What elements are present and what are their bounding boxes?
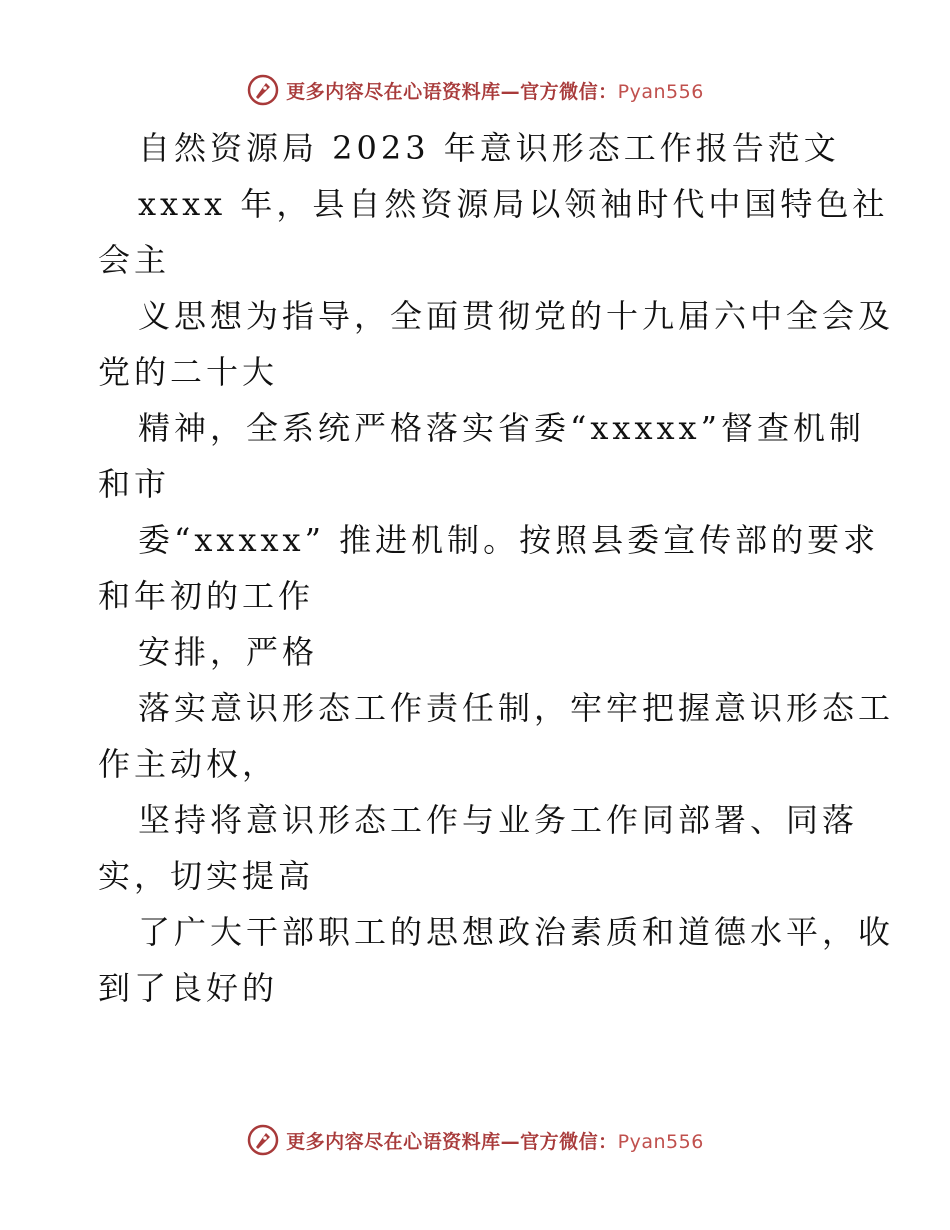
paragraph-line: 会主	[98, 241, 171, 279]
banner-text: 更多内容尽在心语资料库—官方微信：Pyan556	[286, 1130, 704, 1153]
paragraph-line: 党的二十大	[98, 353, 279, 391]
footer-banner	[0, 1120, 950, 1160]
wechat-id: Pyan556	[617, 80, 704, 103]
pen-nib-logo-icon	[246, 73, 280, 107]
paragraph-line: 委“xxxxx” 推进机制。按照县委宣传部的要求	[138, 521, 880, 559]
paragraph-line: xxxx 年，县自然资源局以领袖时代中国特色社	[138, 185, 889, 223]
paragraph-line: 和年初的工作	[98, 577, 315, 615]
paragraph-line: 作主动权，	[98, 745, 279, 783]
paragraph-line: 安排，严格	[138, 633, 319, 671]
document-title: 自然资源局 2023 年意识形态工作报告范文	[138, 129, 840, 167]
paragraph-line: 实，切实提高	[98, 857, 315, 895]
header-banner	[0, 70, 950, 110]
paragraph-line: 和市	[98, 465, 171, 503]
paragraph-line: 义思想为指导，全面贯彻党的十九届六中全会及	[138, 297, 895, 335]
paragraph-line: 了广大干部职工的思想政治素质和道德水平，收	[138, 913, 895, 951]
paragraph-line: 到了良好的	[98, 969, 279, 1007]
paragraph-line: 精神，全系统严格落实省委“xxxxx”督查机制	[138, 409, 865, 447]
document-body	[98, 120, 895, 1016]
paragraph-line: 落实意识形态工作责任制，牢牢把握意识形态工	[138, 689, 895, 727]
wechat-id: Pyan556	[617, 1130, 704, 1153]
banner-text: 更多内容尽在心语资料库—官方微信：Pyan556	[286, 80, 704, 103]
pen-nib-logo-icon	[246, 1123, 280, 1157]
paragraph-line: 坚持将意识形态工作与业务工作同部署、同落	[138, 801, 859, 839]
